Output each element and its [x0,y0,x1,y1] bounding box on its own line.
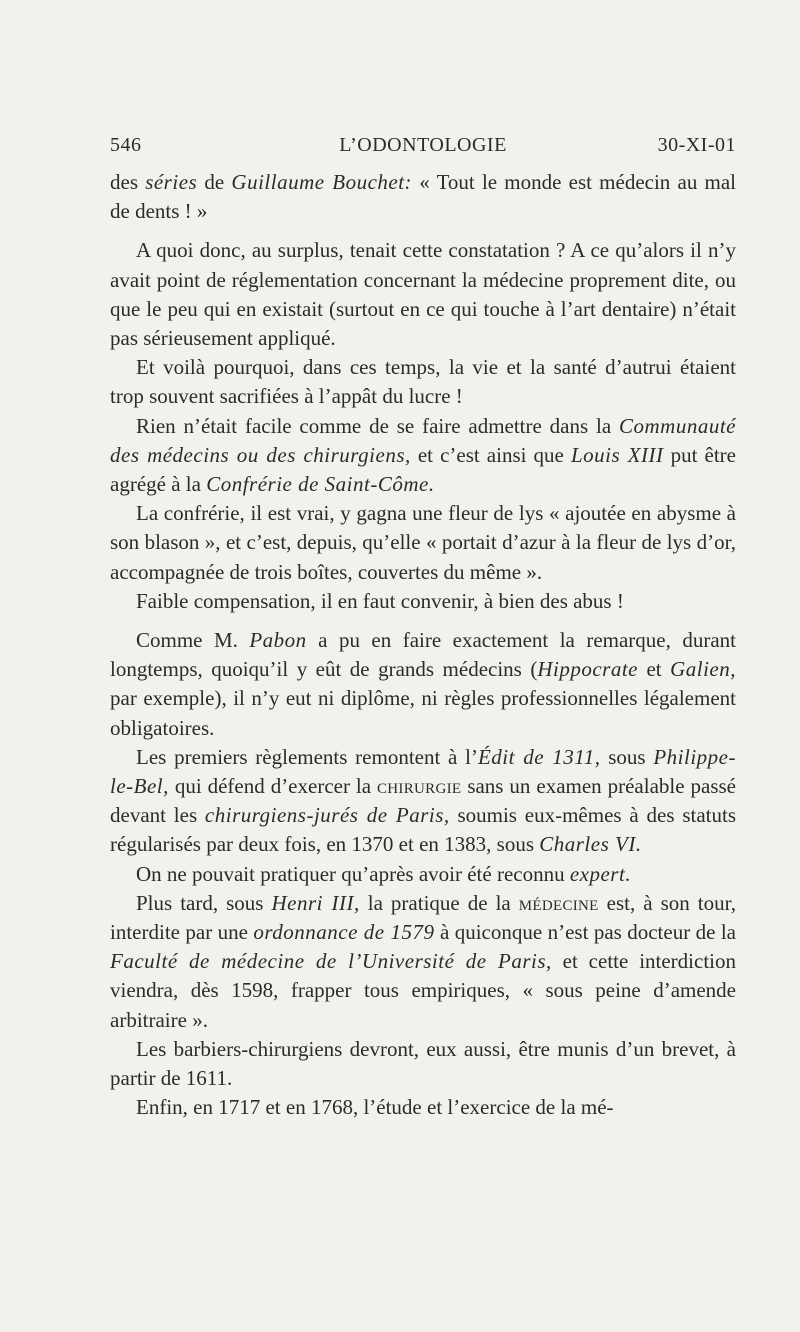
paragraph: Plus tard, sous Henri III, la pratique de la médecine est, à son tour, interdite par une ordonnance de 1579 à quiconque n’est pas docteur de la Faculté de médecine de l’Université de Paris, et cette interdiction viendra, dès 1598, frapper tous empiriques, « sous peine d’amende arbitraire ». [110,890,737,1032]
paragraph: Comme M. Pabon a pu en faire exactement la remarque, durant longtemps, quoiqu’il y eût de grands médecins (Hippocrate et Galien, par exemple), il n’y eut ni diplôme, ni règles professionnelles légalement obligatoires. [110,628,736,740]
body-text [110,168,736,1123]
running-title: L’ODONTOLOGIE [339,134,507,156]
paragraph: Les premiers règlements remontent à l’Édit de 1311, sous Philippe-le-Bel, qui défend d’exercer la chirurgie sans un examen préalable passé devant les chirurgiens-jurés de Paris, soumis eux-mêmes à des statuts régularisés par deux fois, en 1370 et en 1383, sous Charles VI. [110,744,736,857]
paragraph: Les barbiers-chirurgiens devront, eux aussi, être munis d’un brevet, à partir de 1611. [110,1036,736,1091]
page-number: 546 [110,134,142,156]
paragraph: Faible compensation, il en faut convenir, à bien des abus ! [136,588,624,613]
paragraph: On ne pouvait pratiquer qu’après avoir été reconnu expert. [136,861,632,886]
paragraph: des séries de Guillaume Bouchet: « Tout le monde est médecin au mal de dents ! » [110,170,737,224]
paragraph: Rien n’était facile comme de se faire admettre dans la Communauté des médecins ou des chirurgiens, et c’est ainsi que Louis XIII put être agrégé à la Confrérie de Saint-Côme. [110,413,736,497]
running-header [110,134,736,162]
paragraph: La confrérie, il est vrai, y gagna une fleur de lys « ajoutée en abysme à son blason », et c’est, depuis, qu’elle « portait d’azur à la fleur de lys d’or, accompagnée de trois boîtes, couvertes du même ». [110,501,736,584]
paragraph: Enfin, en 1717 et en 1768, l’étude et l’exercice de la mé- [136,1095,614,1120]
paragraph: A quoi donc, au surplus, tenait cette constatation ? A ce qu’alors il n’y avait point de réglementation concernant la médecine proprement dite, ou que le peu qui en existait (surtout en ce qui touche à l’art dentaire) n’était pas sérieusement appliqué. [110,238,736,351]
paragraph: Et voilà pourquoi, dans ces temps, la vie et la santé d’autrui étaient trop souvent sacrifiées à l’appât du lucre ! [110,355,736,409]
issue-date: 30-XI-01 [657,134,736,156]
